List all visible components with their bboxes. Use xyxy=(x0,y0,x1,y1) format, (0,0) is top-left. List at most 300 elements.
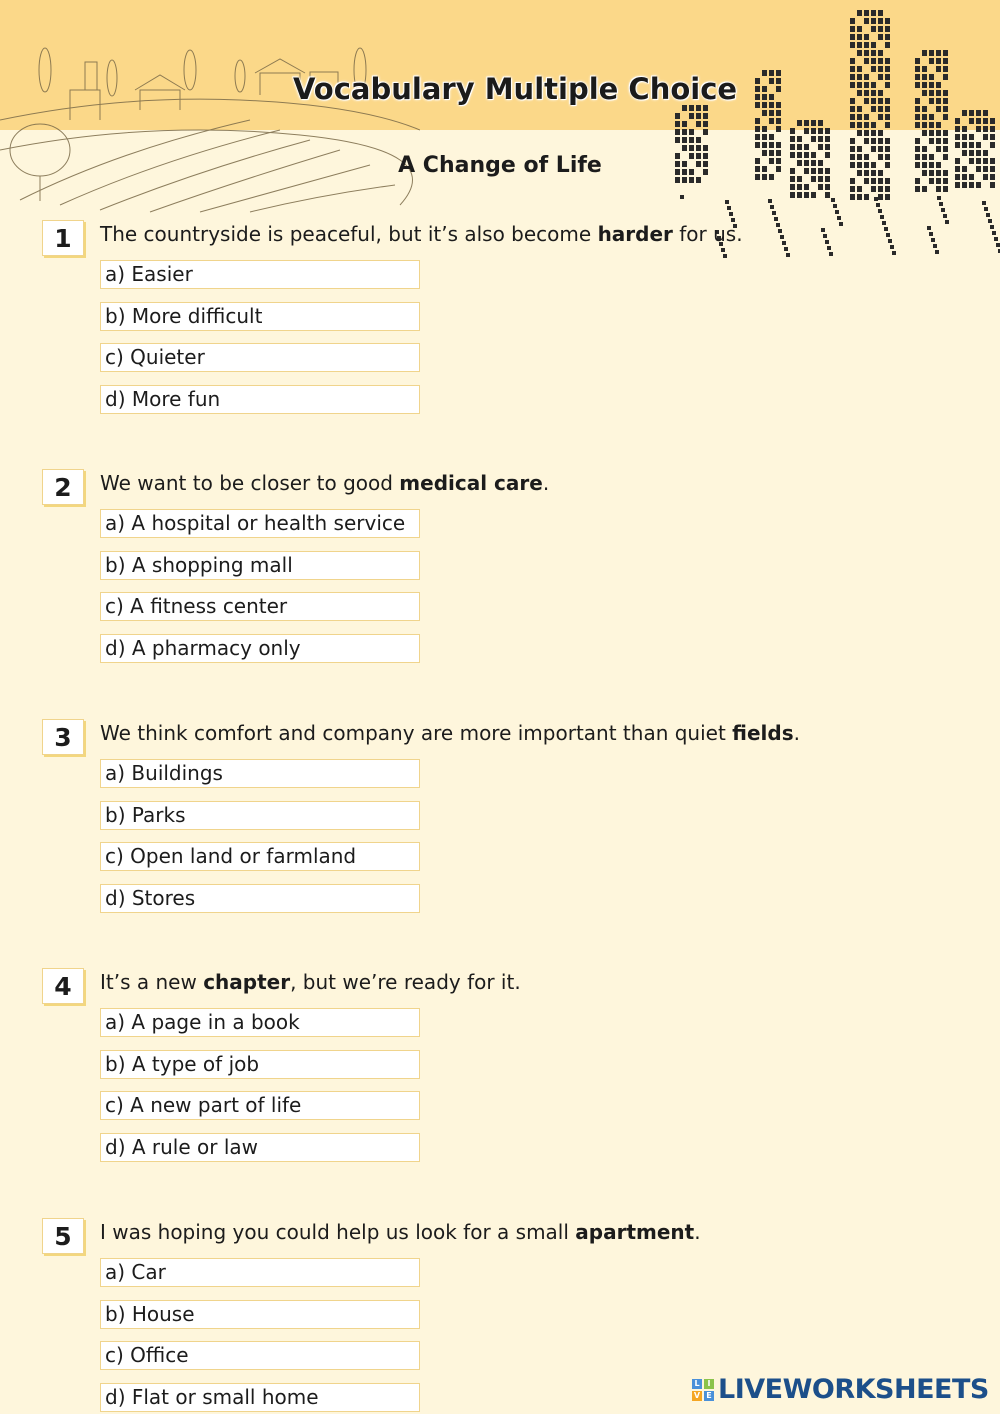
skyline-pixel xyxy=(876,203,880,207)
skyline-window xyxy=(818,120,823,126)
city-skyline-illustration xyxy=(0,0,1000,260)
skyline-pixel xyxy=(835,210,839,214)
skyline-window xyxy=(871,106,876,112)
skyline-window xyxy=(755,134,760,140)
question-text-after: . xyxy=(694,1220,701,1244)
liveworksheets-logo xyxy=(692,1374,989,1405)
skyline-window xyxy=(825,136,830,142)
skyline-window xyxy=(962,126,967,132)
skyline-window xyxy=(755,118,760,124)
answer-option-b[interactable]: b) House xyxy=(100,1300,420,1329)
skyline-window xyxy=(689,129,694,135)
skyline-window xyxy=(871,42,876,48)
skyline-window xyxy=(850,42,855,48)
skyline-pixel xyxy=(786,253,790,257)
question-text xyxy=(100,471,549,495)
skyline-window xyxy=(936,58,941,64)
skyline-window xyxy=(850,186,855,192)
skyline-pixel xyxy=(829,252,833,256)
skyline-window xyxy=(990,118,995,124)
logo-mark-e: E xyxy=(704,1391,714,1401)
skyline-pixel xyxy=(827,246,831,250)
answer-option-a[interactable]: a) Easier xyxy=(100,260,420,289)
skyline-window xyxy=(885,114,890,120)
skyline-window xyxy=(825,184,830,190)
skyline-window xyxy=(878,114,883,120)
skyline-window xyxy=(929,50,934,56)
skyline-window xyxy=(936,106,941,112)
skyline-window xyxy=(885,34,890,40)
skyline-window xyxy=(878,10,883,16)
skyline-window xyxy=(943,138,948,144)
skyline-window xyxy=(762,110,767,116)
skyline-window xyxy=(857,50,862,56)
question-text xyxy=(100,1220,701,1244)
skyline-window xyxy=(871,10,876,16)
skyline-window xyxy=(871,58,876,64)
skyline-window xyxy=(878,18,883,24)
answer-option-c[interactable]: c) Quieter xyxy=(100,343,420,372)
skyline-window xyxy=(857,130,862,136)
skyline-window xyxy=(969,134,974,140)
skyline-window xyxy=(871,138,876,144)
skyline-window xyxy=(797,192,802,198)
skyline-window xyxy=(929,138,934,144)
skyline-window xyxy=(790,144,795,150)
answer-option-c[interactable]: c) Open land or farmland xyxy=(100,842,420,871)
skyline-window xyxy=(696,145,701,151)
skyline-pixel xyxy=(927,226,931,230)
skyline-window xyxy=(878,130,883,136)
skyline-window xyxy=(878,50,883,56)
answer-option-c[interactable]: c) A new part of life xyxy=(100,1091,420,1120)
skyline-window xyxy=(943,114,948,120)
skyline-window xyxy=(962,110,967,116)
question-text-before: I was hoping you could help us look for a small xyxy=(100,1220,576,1244)
skyline-pixel xyxy=(937,196,941,200)
logo-mark-i: I xyxy=(704,1379,714,1389)
skyline-pixel xyxy=(839,222,843,226)
skyline-window xyxy=(703,113,708,119)
skyline-pixel xyxy=(929,232,933,236)
skyline-window xyxy=(976,110,981,116)
answer-option-b[interactable]: b) A shopping mall xyxy=(100,551,420,580)
skyline-window xyxy=(850,26,855,32)
skyline-window xyxy=(769,134,774,140)
skyline-window xyxy=(811,136,816,142)
question-keyword: apartment xyxy=(575,1220,695,1244)
skyline-pixel xyxy=(776,223,780,227)
skyline-pixel xyxy=(725,200,729,204)
skyline-pixel xyxy=(988,219,992,223)
question-number: 2 xyxy=(42,469,84,505)
skyline-pixel xyxy=(992,231,996,235)
skyline-window xyxy=(682,129,687,135)
answer-option-d[interactable]: d) More fun xyxy=(100,385,420,414)
skyline-window xyxy=(797,120,802,126)
skyline-window xyxy=(962,142,967,148)
skyline-window xyxy=(769,110,774,116)
skyline-pixel xyxy=(782,241,786,245)
skyline-pixel xyxy=(890,245,894,249)
skyline-window xyxy=(976,118,981,124)
skyline-window xyxy=(825,128,830,134)
skyline-window xyxy=(878,106,883,112)
skyline-window xyxy=(857,10,862,16)
skyline-pixel xyxy=(935,250,939,254)
skyline-pixel xyxy=(886,233,890,237)
question-text-before: We want to be closer to good xyxy=(100,471,400,495)
answer-option-c[interactable]: c) Office xyxy=(100,1341,420,1370)
skyline-window xyxy=(689,145,694,151)
answer-option-c[interactable]: c) A fitness center xyxy=(100,592,420,621)
skyline-window xyxy=(955,182,960,188)
skyline-window xyxy=(797,136,802,142)
skyline-pixel xyxy=(780,235,784,239)
skyline-window xyxy=(818,136,823,142)
skyline-window xyxy=(922,122,927,128)
skyline-pixel xyxy=(729,212,733,216)
answer-option-a[interactable]: a) A page in a book xyxy=(100,1008,420,1037)
skyline-window xyxy=(943,146,948,152)
logo-mark-v: V xyxy=(693,1390,701,1400)
skyline-window xyxy=(915,146,920,152)
skyline-window xyxy=(811,192,816,198)
skyline-window xyxy=(689,113,694,119)
skyline-window xyxy=(885,18,890,24)
skyline-window xyxy=(850,178,855,184)
skyline-pixel xyxy=(878,209,882,213)
skyline-pixel xyxy=(982,201,986,205)
page-subtitle: A Change of Life xyxy=(398,153,602,178)
skyline-window xyxy=(983,118,988,124)
skyline-window xyxy=(864,122,869,128)
skyline-pixel xyxy=(945,220,949,224)
skyline-window xyxy=(990,134,995,140)
question-text-after: for us. xyxy=(672,222,743,246)
skyline-window xyxy=(936,146,941,152)
skyline-window xyxy=(969,110,974,116)
skyline-window xyxy=(922,114,927,120)
skyline-window xyxy=(885,186,890,192)
question-number: 5 xyxy=(42,1218,84,1254)
skyline-window xyxy=(943,50,948,56)
skyline-window xyxy=(790,192,795,198)
skyline-window xyxy=(885,26,890,32)
skyline-window xyxy=(776,126,781,132)
skyline-window xyxy=(871,50,876,56)
skyline-window xyxy=(878,194,883,200)
answer-option-a[interactable]: a) A hospital or health service xyxy=(100,509,420,538)
answer-option-a[interactable]: a) Buildings xyxy=(100,759,420,788)
skyline-pixel xyxy=(784,247,788,251)
skyline-window xyxy=(955,134,960,140)
skyline-window xyxy=(850,122,855,128)
skyline-window xyxy=(864,58,869,64)
skyline-window xyxy=(857,186,862,192)
skyline-pixel xyxy=(880,215,884,219)
skyline-pixel xyxy=(680,195,684,199)
skyline-window xyxy=(864,34,869,40)
skyline-window xyxy=(790,184,795,190)
question-text-after: . xyxy=(542,471,550,495)
question-keyword: fields xyxy=(732,721,794,745)
logo-mark-l: L xyxy=(692,1379,702,1389)
skyline-window xyxy=(818,184,823,190)
skyline-pixel xyxy=(823,234,827,238)
skyline-window xyxy=(915,114,920,120)
skyline-window xyxy=(762,126,767,132)
skyline-pixel xyxy=(833,204,837,208)
skyline-window xyxy=(915,58,920,64)
skyline-window xyxy=(990,142,995,148)
skyline-pixel xyxy=(723,254,727,258)
skyline-window xyxy=(864,130,869,136)
question-number: 3 xyxy=(42,719,84,755)
skyline-window xyxy=(943,106,948,112)
skyline-window xyxy=(675,113,680,119)
skyline-pixel xyxy=(821,228,825,232)
skyline-window xyxy=(762,134,767,140)
skyline-window xyxy=(850,18,855,24)
answer-option-d[interactable]: d) Stores xyxy=(100,884,420,913)
skyline-pixel xyxy=(884,227,888,231)
skyline-window xyxy=(878,58,883,64)
skyline-window xyxy=(755,126,760,132)
skyline-window xyxy=(818,144,823,150)
skyline-window xyxy=(885,58,890,64)
question-text-before: It’s a new xyxy=(100,970,204,994)
skyline-window xyxy=(776,118,781,124)
skyline-window xyxy=(857,194,862,200)
question-keyword: harder xyxy=(597,222,673,246)
skyline-window xyxy=(703,145,708,151)
skyline-pixel xyxy=(882,221,886,225)
skyline-window xyxy=(936,138,941,144)
skyline-window xyxy=(976,142,981,148)
skyline-window xyxy=(878,146,883,152)
skyline-window xyxy=(776,142,781,148)
skyline-window xyxy=(797,144,802,150)
skyline-window xyxy=(864,114,869,120)
skyline-window xyxy=(936,178,941,184)
skyline-window xyxy=(850,34,855,40)
skyline-window xyxy=(864,42,869,48)
skyline-pixel xyxy=(996,243,1000,247)
skyline-window xyxy=(857,122,862,128)
skyline-window xyxy=(850,58,855,64)
page-title: Vocabulary Multiple Choice xyxy=(292,72,738,106)
skyline-pixel xyxy=(772,211,776,215)
skyline-window xyxy=(811,128,816,134)
answer-option-b[interactable]: b) A type of job xyxy=(100,1050,420,1079)
skyline-window xyxy=(955,126,960,132)
skyline-window xyxy=(962,134,967,140)
skyline-window xyxy=(696,113,701,119)
skyline-window xyxy=(943,178,948,184)
skyline-window xyxy=(922,146,927,152)
skyline-window xyxy=(955,118,960,124)
skyline-window xyxy=(969,182,974,188)
skyline-window xyxy=(689,137,694,143)
question-keyword: chapter xyxy=(203,970,291,994)
skyline-window xyxy=(864,18,869,24)
skyline-window xyxy=(878,138,883,144)
skyline-window xyxy=(969,118,974,124)
skyline-window xyxy=(857,34,862,40)
skyline-window xyxy=(871,130,876,136)
skyline-window xyxy=(864,50,869,56)
skyline-window xyxy=(857,42,862,48)
skyline-pixel xyxy=(778,229,782,233)
skyline-window xyxy=(864,178,869,184)
skyline-window xyxy=(850,114,855,120)
skyline-window xyxy=(790,136,795,142)
skyline-window xyxy=(871,18,876,24)
skyline-window xyxy=(936,122,941,128)
skyline-window xyxy=(871,178,876,184)
skyline-window xyxy=(850,138,855,144)
skyline-window xyxy=(929,130,934,136)
answer-option-d[interactable]: d) Flat or small home xyxy=(100,1383,420,1412)
skyline-pixel xyxy=(990,225,994,229)
skyline-window xyxy=(983,134,988,140)
answer-option-a[interactable]: a) Car xyxy=(100,1258,420,1287)
skyline-window xyxy=(804,192,809,198)
skyline-window xyxy=(922,130,927,136)
skyline-window xyxy=(696,121,701,127)
skyline-pixel xyxy=(943,214,947,218)
skyline-window xyxy=(857,106,862,112)
skyline-pixel xyxy=(986,213,990,217)
skyline-pixel xyxy=(888,239,892,243)
skyline-window xyxy=(769,118,774,124)
skyline-window xyxy=(871,186,876,192)
skyline-window xyxy=(769,142,774,148)
skyline-window xyxy=(850,106,855,112)
skyline-window xyxy=(857,26,862,32)
question-keyword: medical care xyxy=(399,471,543,495)
skyline-window xyxy=(864,138,869,144)
skyline-window xyxy=(825,192,830,198)
skyline-window xyxy=(703,129,708,135)
question-text xyxy=(100,970,521,994)
answer-option-d[interactable]: d) A pharmacy only xyxy=(100,634,420,663)
answer-option-b[interactable]: b) Parks xyxy=(100,801,420,830)
question-text xyxy=(100,222,743,246)
skyline-window xyxy=(804,184,809,190)
skyline-window xyxy=(990,182,995,188)
question-text-after: . xyxy=(793,721,800,745)
question-text xyxy=(100,721,800,745)
skyline-pixel xyxy=(727,206,731,210)
skyline-window xyxy=(703,121,708,127)
skyline-window xyxy=(850,194,855,200)
answer-option-b[interactable]: b) More difficult xyxy=(100,302,420,331)
skyline-window xyxy=(962,182,967,188)
skyline-pixel xyxy=(994,237,998,241)
skyline-window xyxy=(797,184,802,190)
skyline-window xyxy=(755,142,760,148)
skyline-window xyxy=(915,186,920,192)
skyline-window xyxy=(878,34,883,40)
skyline-pixel xyxy=(825,240,829,244)
skyline-window xyxy=(864,194,869,200)
skyline-window xyxy=(922,50,927,56)
skyline-window xyxy=(878,178,883,184)
skyline-pixel xyxy=(939,202,943,206)
question-text-after: , but we’re ready for it. xyxy=(290,970,521,994)
answer-option-d[interactable]: d) A rule or law xyxy=(100,1133,420,1162)
skyline-window xyxy=(936,186,941,192)
skyline-window xyxy=(976,126,981,132)
liveworksheets-logo-mark xyxy=(692,1379,714,1401)
skyline-window xyxy=(682,121,687,127)
question-number: 1 xyxy=(42,220,84,256)
skyline-window xyxy=(936,130,941,136)
skyline-window xyxy=(955,142,960,148)
skyline-window xyxy=(804,144,809,150)
logo-text: LIVEWORKSHEETS xyxy=(718,1374,989,1405)
skyline-pixel xyxy=(931,238,935,242)
skyline-window xyxy=(936,50,941,56)
skyline-pixel xyxy=(837,216,841,220)
skyline-window xyxy=(943,130,948,136)
skyline-window xyxy=(871,146,876,152)
skyline-window xyxy=(976,182,981,188)
skyline-window xyxy=(929,58,934,64)
skyline-window xyxy=(818,128,823,134)
skyline-window xyxy=(885,138,890,144)
skyline-window xyxy=(811,120,816,126)
skyline-pixel xyxy=(831,198,835,202)
skyline-window xyxy=(682,145,687,151)
skyline-window xyxy=(983,126,988,132)
skyline-window xyxy=(682,137,687,143)
skyline-window xyxy=(943,58,948,64)
skyline-window xyxy=(857,146,862,152)
skyline-window xyxy=(922,106,927,112)
skyline-window xyxy=(825,144,830,150)
question-number: 4 xyxy=(42,968,84,1004)
skyline-pixel xyxy=(774,217,778,221)
skyline-window xyxy=(871,122,876,128)
skyline-window xyxy=(983,110,988,116)
skyline-window xyxy=(929,114,934,120)
skyline-window xyxy=(885,106,890,112)
skyline-window xyxy=(915,122,920,128)
skyline-window xyxy=(850,146,855,152)
skyline-window xyxy=(675,121,680,127)
skyline-window xyxy=(885,42,890,48)
skyline-window xyxy=(804,120,809,126)
skyline-window xyxy=(922,186,927,192)
skyline-window xyxy=(857,114,862,120)
skyline-pixel xyxy=(874,197,878,201)
skyline-window xyxy=(864,10,869,16)
skyline-pixel xyxy=(721,248,725,252)
skyline-window xyxy=(776,110,781,116)
skyline-pixel xyxy=(933,244,937,248)
skyline-window xyxy=(915,138,920,144)
skyline-window xyxy=(696,137,701,143)
skyline-window xyxy=(790,128,795,134)
skyline-window xyxy=(915,106,920,112)
skyline-window xyxy=(675,137,680,143)
skyline-window xyxy=(929,178,934,184)
skyline-window xyxy=(885,194,890,200)
skyline-window xyxy=(885,146,890,152)
